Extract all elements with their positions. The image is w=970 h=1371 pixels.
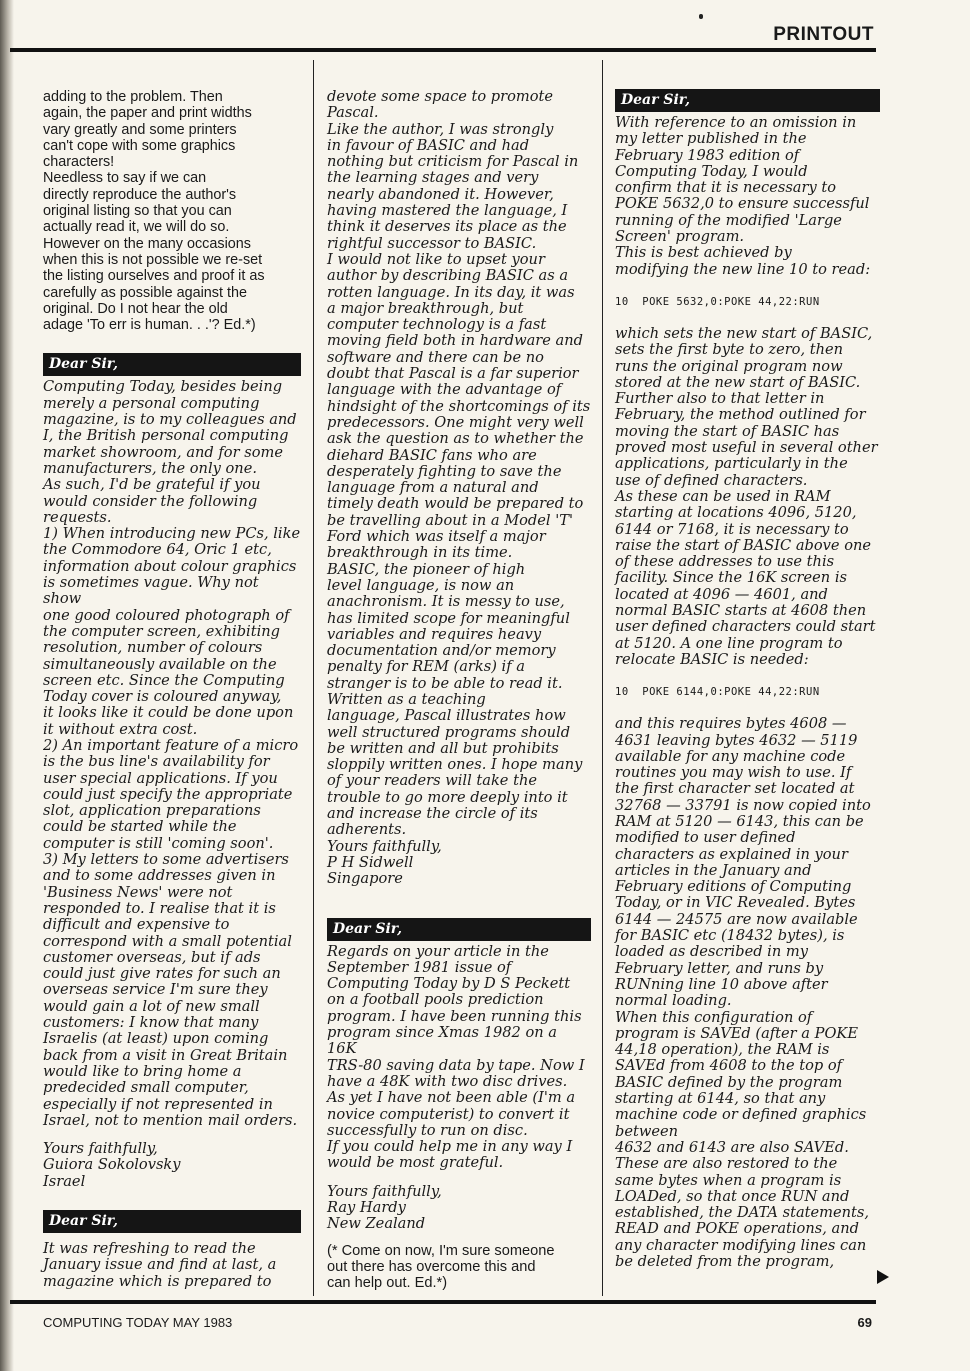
print-speck (699, 14, 703, 19)
header-rule (10, 48, 876, 52)
page-number: 69 (857, 1315, 872, 1330)
letter-heading-bar (327, 918, 591, 941)
letter-body: and this requires bytes 4608 — 4631 leaving bytes 4632 — 5119 available for any machine code routines you may wish to use. If the first character set located at 32768 — 33791 is now copied into RAM at 5120 — 6143, this can be modified to user defined characters as explained in your articles in the January and February editions of Computing Today, or in VIC Revealed. Bytes 6144 — 24575 are now available for BASIC etc (18432 bytes), is loaded as described in my February letter, and runs by RUNning line 10 above after normal loading. When this configuration of program is SAVEd (after a POKE 44,18 operation), the RAM is SAVEd from 4608 to the top of BASIC defined by the program starting at 6144, so that any machine code or defined graphics between 4632 and 6143 are also SAVEd. These are also restored to the same bytes when a program is LOADed, so that once RUN and established, the DATA statements, READ and POKE operations, and any character modifying lines can be deleted from the program, (615, 715, 871, 1270)
letter-heading-bar (615, 89, 880, 112)
footer-rule (10, 1300, 876, 1304)
letter-heading-bar (43, 353, 301, 376)
salutation-label: Dear Sir, (49, 356, 119, 373)
letter-body: devote some space to promote Pascal. Like the author, I was strongly in favour of BASIC and had nothing but criticism for Pascal in the learning stages and very nearly abandoned it. However, having mastered the language, I think it deserves its place as the rightful successor to BASIC. I would not like to upset your author by describing BASIC as a rotten language. In its day, it was a major breakthrough, but computer technology is a fast moving field both in hardware and software and there can be no doubt that Pascal is a far superior language with the advantage of hindsight of the shortcomings of its predecessors. One might very well ask the question as to whether the diehard BASIC fans who are desperately fighting to save the language from a natural and timely death would be prepared to be travelling about in a Model 'T' Ford which was itself a major breakthrough in its time. BASIC, the pioneer of high level language, is now an anachronism. It is messy to use, has limited scope for meaningful variables and requires heavy documentation and/or memory penalty for REM (arks) if a stranger is to be able to read it. Written as a teaching language, Pascal illustrates how well structured programs should be written and all but prohibits sloppily written ones. I hope many of your readers will take the trouble to go more deeply into it and increase the circle of its adherents. Yours faithfully, P H Sidwell Singapore (327, 88, 591, 888)
letter-body: Computing Today, besides being merely a personal computing magazine, is to my colleagues and I, the British personal computing market showroom, and for some manufacturers, the only one. As such, I'd be grateful if you would consider the following requests. 1) When introducing new PCs, like the Commodore 64, Oric 1 etc, information about colour graphics is sometimes vague. Why not show one good coloured photograph of the computer screen, exhibiting resolution, number of colours simultaneously available on the screen etc. Since the Computing Today cover is coloured anyway, it looks like it could be done upon it without extra cost. 2) An important feature of a micro is the bus line's availability for user special applications. If you could just specify the appropriate slot, application preparations could be started while the computer is still 'coming soon'. 3) My letters to some advertisers and to some addresses given in 'Business News' were not responded to. I realise that it is difficult and expensive to correspond with a small potential customer overseas, but if ads could just give rates for such an overseas service I'm sure they would gain a lot of new small customers: I know that many Israelis (at least) upon coming back from a visit in Great Britain would like to bring home a predecided small computer, especially if not represented in Israel, not to mention mail orders. (43, 378, 301, 1129)
editor-reply-continuation: adding to the problem. Then again, the paper and print widths vary greatly and some printers can't cope with some graphics characters! Needless to say if we can directly reproduce the author's original listing so that you can actually read it, we will do so. However on the many occasions when this is not possible we re-set the listing ourselves and proof it as carefully as possible against the original. Do I not hear the old adage 'To err is human. . .'? Ed.*) (43, 89, 265, 334)
column-2 (327, 89, 591, 1291)
footer-magazine: COMPUTING TODAY MAY 1983 (43, 1315, 233, 1330)
salutation-label: Dear Sir, (621, 92, 691, 108)
column-divider (602, 60, 603, 1296)
code-listing: 10 POKE 6144,0:POKE 44,22:RUN (615, 686, 820, 699)
salutation-label: Dear Sir, (49, 1213, 119, 1229)
column-divider (313, 60, 314, 1296)
salutation-label: Dear Sir, (333, 920, 403, 937)
column-1 (43, 89, 301, 1290)
letter-body: It was refreshing to read the January issue and find at last, a magazine which is prepared to (43, 1240, 277, 1290)
continued-arrow-icon (877, 1270, 889, 1284)
section-header: PRINTOUT (773, 24, 874, 45)
page-spine-shadow (0, 0, 14, 1371)
letter-body: With reference to an omission in my letter published in the February 1983 edition of Computing Today, I would confirm that it is necessary to POKE 5632,0 to ensure successful running of the modified 'Large Screen' program. This is best achieved by modifying the new line 10 to read: (615, 114, 871, 278)
letter-body: Regards on your article in the September 1981 issue of Computing Today by D S Peckett on a football pools prediction program. I have been running this program since Xmas 1982 on a 16K TRS-80 saving data by tape. Now I have a 48K with two disc drives. As yet I have not been able (I'm a novice computerist) to convert it successfully to run on disc. If you could help me in any way I would be most grateful. (327, 942, 585, 1172)
letter-body: which sets the new start of BASIC, sets the first byte to zero, then runs the original program now stored at the new start of BASIC. Further also to that letter in February, the method outlined for moving the start of BASIC has proved most useful in several other applications, particularly in the use of defined characters. As these can be used in RAM starting at locations 4096, 5120, 6144 or 7168, it is necessary to raise the start of BASIC above one of these addresses to use this facility. Since the 16K screen is located at 4096 — 4601, and normal BASIC starts at 4608 then user defined characters could start at 5120. A one line program to relocate BASIC is needed: (615, 324, 878, 668)
letter-heading-bar (43, 1210, 301, 1233)
letter-signoff: Yours faithfully, Guiora Sokolovsky Israel (43, 1140, 181, 1190)
column-3 (615, 89, 880, 1270)
code-listing: 10 POKE 5632,0:POKE 44,22:RUN (615, 295, 820, 308)
letter-signoff: Yours faithfully, Ray Hardy New Zealand (327, 1182, 442, 1233)
editor-note: (* Come on now, I'm sure someone out there has overcome this and can help out. Ed.*) (327, 1242, 555, 1292)
